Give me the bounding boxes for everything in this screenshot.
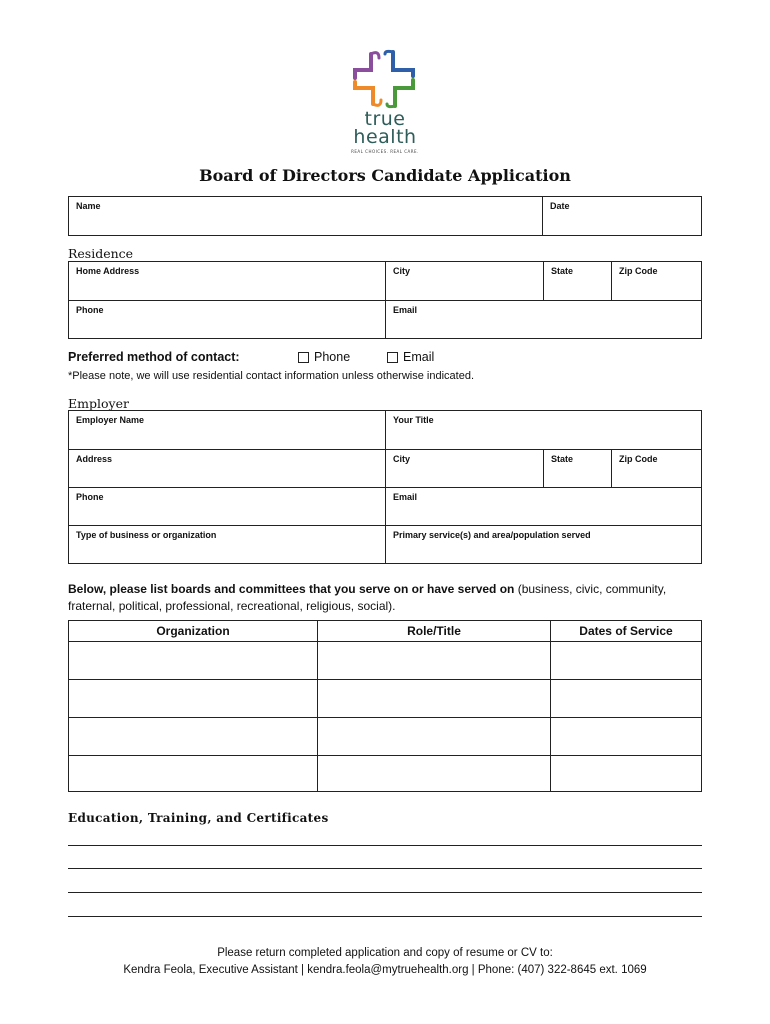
column-header-role-title: Role/Title (407, 624, 461, 638)
employer-city-label: City (393, 454, 411, 464)
employer-grid (68, 410, 702, 564)
preferred-contact-label (68, 350, 240, 364)
residence-phone-field[interactable] (69, 301, 385, 338)
logo-word-true: true (364, 108, 406, 130)
employer-state-label: State (551, 454, 574, 464)
table-row[interactable] (69, 718, 701, 755)
date-label: Date (550, 201, 570, 211)
employer-name-field[interactable] (69, 411, 385, 449)
education-heading: Education, Training, and Certificates (68, 811, 329, 825)
boards-intro-bold: Below, please list boards and committees that you serve on or have served on (68, 582, 515, 596)
column-header-dates: Dates of Service (579, 624, 673, 638)
phone-checkbox[interactable] (298, 352, 309, 363)
residence-city-label: City (393, 266, 411, 276)
preferred-contact-text: Preferred method of contact: (68, 350, 240, 364)
business-type-field[interactable] (69, 526, 385, 563)
employer-name-label: Employer Name (76, 415, 145, 425)
email-checkbox[interactable] (387, 352, 398, 363)
name-field[interactable] (69, 197, 542, 235)
your-title-label: Your Title (393, 415, 434, 425)
residence-zip-label: Zip Code (619, 266, 658, 276)
footer-line-1: Please return completed application and copy of resume or CV to: (217, 947, 553, 959)
employer-address-label: Address (76, 454, 113, 464)
education-line[interactable] (68, 916, 702, 917)
residence-city-field[interactable] (386, 262, 543, 300)
page-title: Board of Directors Candidate Application (199, 166, 571, 185)
employer-email-field[interactable] (386, 488, 701, 525)
residence-grid (68, 261, 702, 339)
business-type-label: Type of business or organization (76, 530, 217, 540)
logo-word-health: health (353, 126, 417, 148)
boards-intro (68, 581, 708, 615)
residence-heading: Residence (68, 246, 134, 261)
employer-city-field[interactable] (386, 450, 543, 487)
education-line[interactable] (68, 868, 702, 869)
primary-service-field[interactable] (386, 526, 701, 563)
employer-phone-field[interactable] (69, 488, 385, 525)
education-line[interactable] (68, 845, 702, 846)
employer-zip-field[interactable] (612, 450, 701, 487)
residence-email-label: Email (393, 305, 418, 315)
boards-table (68, 620, 702, 792)
education-line[interactable] (68, 892, 702, 893)
contact-option-email[interactable] (387, 350, 434, 364)
your-title-field[interactable] (386, 411, 701, 449)
home-address-label: Home Address (76, 266, 140, 276)
name-label: Name (76, 201, 101, 211)
footer-line-2: Kendra Feola, Executive Assistant | kendra.feola@mytruehealth.org | Phone: (407) 322-8645 ext. 1069 (123, 964, 647, 976)
contact-option-phone-label: Phone (314, 350, 351, 364)
residence-state-field[interactable] (544, 262, 611, 300)
table-row[interactable] (69, 642, 701, 679)
date-field[interactable] (543, 197, 701, 235)
logo-tagline: REAL CHOICES. REAL CARE. (351, 149, 419, 154)
employer-heading: Employer (68, 396, 129, 411)
contact-option-email-label: Email (403, 350, 435, 364)
table-row[interactable] (69, 756, 701, 791)
column-header-organization: Organization (156, 624, 230, 638)
employer-email-label: Email (393, 492, 418, 502)
employer-zip-label: Zip Code (619, 454, 658, 464)
table-row[interactable] (69, 680, 701, 717)
residence-phone-label: Phone (76, 305, 104, 315)
name-date-grid (68, 196, 702, 236)
employer-state-field[interactable] (544, 450, 611, 487)
cross-logo-icon (351, 48, 419, 110)
employer-address-field[interactable] (69, 450, 385, 487)
residence-email-field[interactable] (386, 301, 701, 338)
home-address-field[interactable] (69, 262, 385, 300)
residence-zip-field[interactable] (612, 262, 701, 300)
true-health-logo (347, 48, 423, 158)
boards-intro-rest: (business, civic, community, fraternal, political, professional, recreational, religious, social). (68, 582, 667, 613)
employer-phone-label: Phone (76, 492, 104, 502)
primary-service-label: Primary service(s) and area/population served (393, 530, 591, 540)
residence-state-label: State (551, 266, 574, 276)
contact-note: *Please note, we will use residential contact information unless otherwise indicated. (68, 370, 474, 382)
contact-option-phone[interactable] (298, 350, 350, 364)
